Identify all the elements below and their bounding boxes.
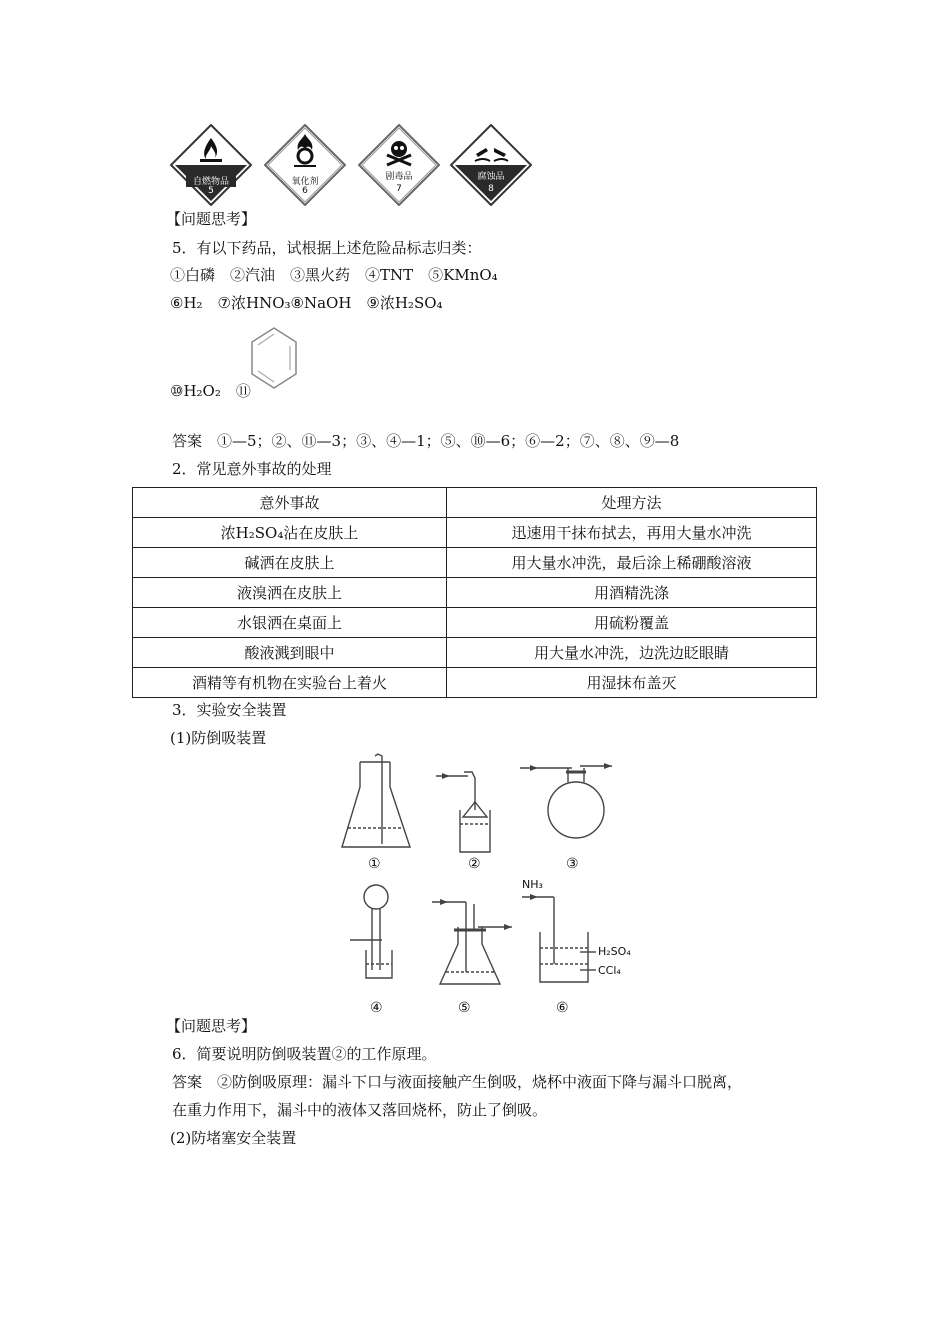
items-line-2: ⑥H₂ ⑦浓HNO₃⑧NaOH ⑨浓H₂SO₄ bbox=[170, 294, 443, 312]
items-line-3: ⑩H₂O₂ ⑪ bbox=[170, 382, 251, 400]
table-cell: 酒精等有机物在实验台上着火 bbox=[133, 668, 447, 698]
h2so4-label: H₂SO₄ bbox=[598, 945, 631, 958]
answer-6-line-2: 在重力作用下，漏斗中的液体又落回烧杯，防止了倒吸。 bbox=[172, 1101, 548, 1119]
table-cell: 用大量水冲洗，最后涂上稀硼酸溶液 bbox=[447, 548, 817, 578]
nh3-label: NH₃ bbox=[522, 878, 543, 891]
items-line-1: ①白磷 ②汽油 ③黑火药 ④TNT ⑤KMnO₄ bbox=[170, 266, 498, 284]
subsection-2: (2)防堵塞安全装置 bbox=[170, 1129, 297, 1147]
table-cell: 迅速用干抹布拭去，再用大量水冲洗 bbox=[447, 518, 817, 548]
table-cell: 酸液溅到眼中 bbox=[133, 638, 447, 668]
section-3-heading: 3．实验安全装置 bbox=[172, 701, 287, 719]
apparatus-label: ⑥ bbox=[556, 1000, 569, 1016]
hazard-label: 腐蚀品 bbox=[477, 172, 505, 182]
table-row bbox=[133, 548, 817, 578]
hazard-label: 氧化剂 bbox=[291, 177, 319, 187]
hazard-label: 剧毒品 bbox=[385, 172, 413, 182]
table-cell: 用大量水冲洗，边洗边眨眼睛 bbox=[447, 638, 817, 668]
table-header-row bbox=[133, 488, 817, 518]
anti-suckback-apparatus-diagram bbox=[340, 752, 640, 1012]
apparatus-label: ③ bbox=[566, 856, 579, 872]
hazard-number: 7 bbox=[396, 184, 402, 194]
question-6: 6．简要说明防倒吸装置②的工作原理。 bbox=[172, 1045, 437, 1063]
apparatus-label: ① bbox=[368, 856, 381, 872]
question-5: 5．有以下药品，试根据上述危险品标志归类： bbox=[172, 239, 482, 257]
table-cell: 浓H₂SO₄沾在皮肤上 bbox=[133, 518, 447, 548]
table-cell: 碱洒在皮肤上 bbox=[133, 548, 447, 578]
ccl4-label: CCl₄ bbox=[598, 964, 621, 977]
subsection-1: (1)防倒吸装置 bbox=[170, 729, 267, 747]
apparatus-label: ⑤ bbox=[458, 1000, 471, 1016]
accident-table bbox=[132, 487, 817, 698]
table-header: 处理方法 bbox=[447, 488, 817, 518]
table-cell: 液溴洒在皮肤上 bbox=[133, 578, 447, 608]
apparatus-label: ② bbox=[468, 856, 481, 872]
table-header: 意外事故 bbox=[133, 488, 447, 518]
table-row bbox=[133, 578, 817, 608]
table-row bbox=[133, 518, 817, 548]
table-row bbox=[133, 638, 817, 668]
table-cell: 用酒精洗涤 bbox=[447, 578, 817, 608]
table-row bbox=[133, 668, 817, 698]
hazard-number: 8 bbox=[488, 184, 494, 194]
table-cell: 水银洒在桌面上 bbox=[133, 608, 447, 638]
table-cell: 用湿抹布盖灭 bbox=[447, 668, 817, 698]
answer-6-line-1: 答案 ②防倒吸原理：漏斗下口与液面接触产生倒吸，烧杯中液面下降与漏斗口脱离， bbox=[172, 1073, 743, 1091]
answer-5: 答案 ①—5；②、⑪—3；③、④—1；⑤、⑩—6；⑥—2；⑦、⑧、⑨—8 bbox=[172, 432, 680, 450]
apparatus-label: ④ bbox=[370, 1000, 383, 1016]
hazard-number: 5 bbox=[208, 186, 214, 196]
question-heading: 【问题思考】 bbox=[166, 210, 257, 228]
table-cell: 用硫粉覆盖 bbox=[447, 608, 817, 638]
table-row bbox=[133, 608, 817, 638]
hazard-label: 自燃物品 bbox=[186, 174, 236, 187]
section-2-heading: 2．常见意外事故的处理 bbox=[172, 460, 332, 478]
question-heading: 【问题思考】 bbox=[166, 1017, 257, 1035]
hazard-number: 6 bbox=[302, 186, 308, 196]
benzene-ring-icon bbox=[248, 324, 300, 392]
